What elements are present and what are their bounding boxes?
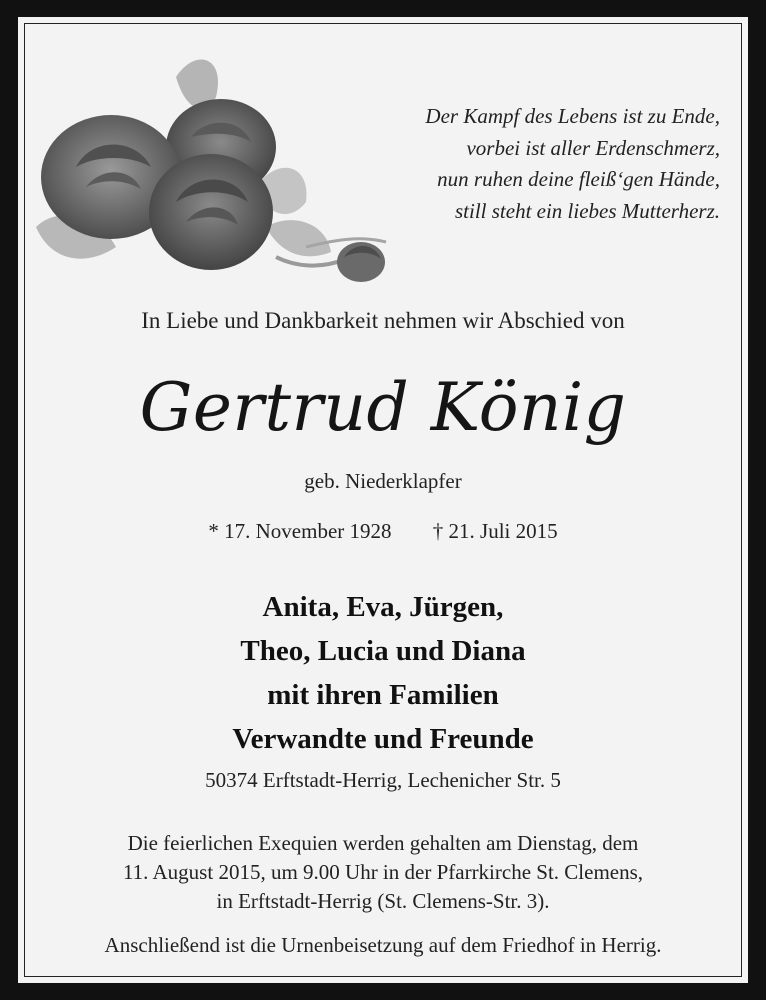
mourners-list xyxy=(20,585,746,761)
mourners-line: Anita, Eva, Jürgen, xyxy=(262,591,504,623)
roses-illustration xyxy=(26,37,406,287)
memorial-poem xyxy=(425,101,720,227)
burial-notice: Anschließend ist die Urnenbeisetzung auf dem Friedhof in Herrig. xyxy=(104,933,662,957)
life-dates xyxy=(20,519,746,544)
deceased-name: Gertrud König xyxy=(139,369,627,446)
birth-name: geb. Niederklapfer xyxy=(304,469,462,493)
mourners-line: Verwandte und Freunde xyxy=(232,723,534,755)
obituary-card xyxy=(18,17,748,983)
poem-line: vorbei ist aller Erdenschmerz, xyxy=(466,135,720,160)
death-date: † 21. Juli 2015 xyxy=(432,519,558,543)
service-notice xyxy=(20,829,746,916)
intro-text: In Liebe und Dankbarkeit nehmen wir Abschied von xyxy=(141,308,625,333)
poem-line: nun ruhen deine fleiß‘gen Hände, xyxy=(437,167,720,191)
mourners-line: mit ihren Familien xyxy=(267,679,499,711)
mourners-line: Theo, Lucia und Diana xyxy=(240,635,526,667)
birth-date: * 17. November 1928 xyxy=(208,519,392,543)
service-line: 11. August 2015, um 9.00 Uhr in der Pfarrkirche St. Clemens, xyxy=(122,860,644,884)
service-line: Die feierlichen Exequien werden gehalten am Dienstag, dem xyxy=(127,831,639,855)
poem-line: still steht ein liebes Mutterherz. xyxy=(454,198,720,223)
family-address: 50374 Erftstadt-Herrig, Lechenicher Str. 5 xyxy=(205,768,561,792)
poem-line: Der Kampf des Lebens ist zu Ende, xyxy=(425,104,720,128)
service-line: in Erftstadt-Herrig (St. Clemens-Str. 3). xyxy=(216,889,550,913)
